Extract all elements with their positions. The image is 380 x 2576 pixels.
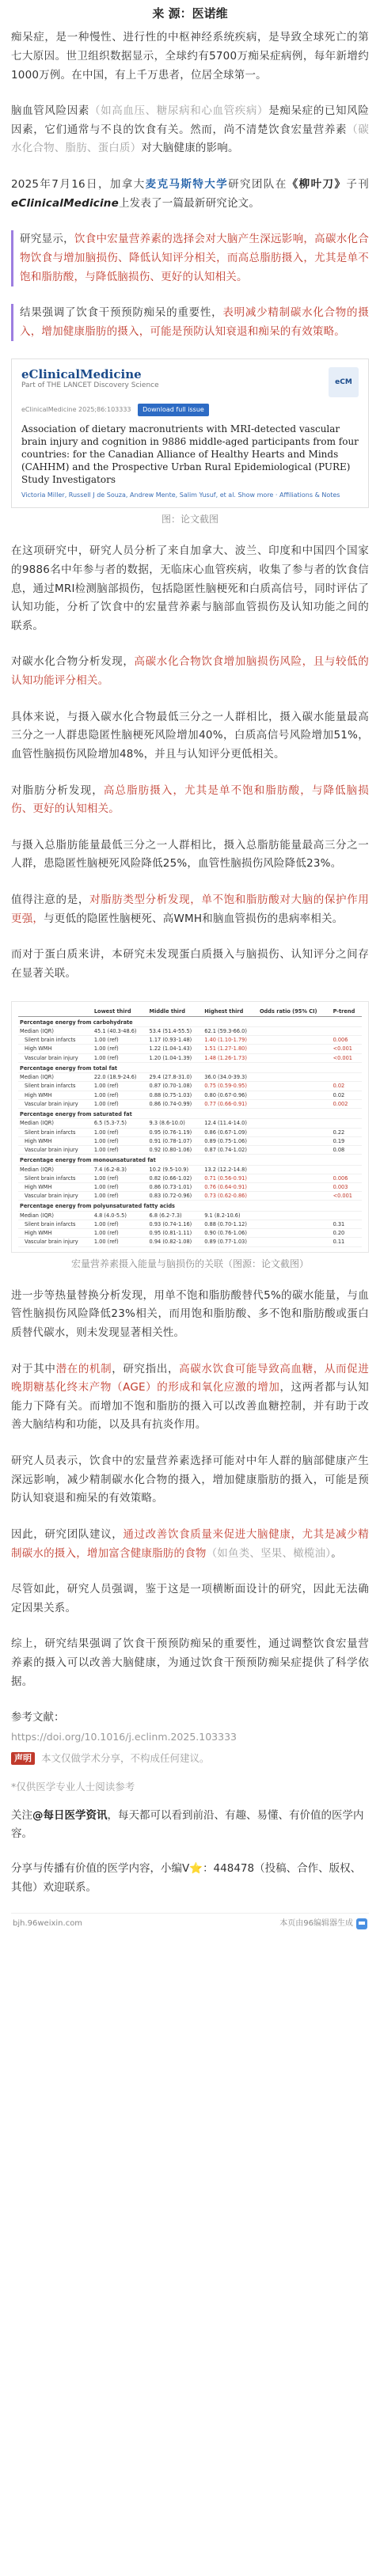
table-row bbox=[18, 1027, 362, 1036]
table-cell bbox=[258, 1099, 332, 1108]
paper-journal: eClinicalMedicine bbox=[21, 367, 142, 382]
table-row bbox=[18, 1136, 362, 1145]
paper-journal-sub: Part of THE LANCET Discovery Science bbox=[21, 381, 159, 390]
table-cell: Vascular brain injury bbox=[18, 1238, 93, 1246]
table-cell: 1.51 (1.27-1.80) bbox=[203, 1045, 258, 1053]
table-cell: Silent brain infarcts bbox=[18, 1082, 93, 1091]
paper-authors[interactable]: Victoria Miller, Russell J de Souza, Andrew Mente, Salim Yusuf, et al. Show more · Affiliations & Notes bbox=[21, 491, 340, 499]
table-cell: 45.1 (40.3-48.6) bbox=[93, 1027, 148, 1036]
table-cell: Median (IQR) bbox=[18, 1073, 93, 1082]
table-cell: 0.80 (0.67-0.96) bbox=[203, 1091, 258, 1099]
table-cell: High WMH bbox=[18, 1229, 93, 1238]
account-name[interactable]: @每日医学资讯 bbox=[32, 1808, 108, 1822]
results-table bbox=[18, 1007, 362, 1247]
table-cell bbox=[258, 1165, 332, 1174]
table-cell: High WMH bbox=[18, 1045, 93, 1053]
table-cell: 1.48 (1.26-1.73) bbox=[203, 1053, 258, 1062]
table-cell: <0.001 bbox=[332, 1192, 362, 1201]
table-cell bbox=[332, 1073, 362, 1082]
table-cell: 0.71 (0.56-0.91) bbox=[203, 1174, 258, 1182]
table-cell: 0.91 (0.78-1.07) bbox=[148, 1136, 203, 1145]
table-header-row bbox=[18, 1007, 362, 1017]
table-section-label: Percentage energy from monounsaturated fat bbox=[18, 1155, 362, 1165]
table-row bbox=[18, 1045, 362, 1053]
table-cell bbox=[258, 1027, 332, 1036]
table-cell: Median (IQR) bbox=[18, 1027, 93, 1036]
table-section-label: Percentage energy from carbohydrate bbox=[18, 1016, 362, 1026]
table-cell bbox=[258, 1229, 332, 1238]
table-cell: 9.3 (8.6-10.0) bbox=[148, 1119, 203, 1128]
table-cell: Silent brain infarcts bbox=[18, 1036, 93, 1045]
table-cell: 1.00 (ref) bbox=[93, 1174, 148, 1182]
table-cell bbox=[258, 1073, 332, 1082]
table-cell: Vascular brain injury bbox=[18, 1099, 93, 1108]
declaration-text: 本文仅做学术分享，不构成任何建议。 bbox=[41, 1751, 210, 1764]
table-cell: 9.1 (8.2-10.6) bbox=[203, 1211, 258, 1220]
table-cell: 0.20 bbox=[332, 1229, 362, 1238]
table-cell: 1.00 (ref) bbox=[93, 1238, 148, 1246]
table-cell: 0.22 bbox=[332, 1128, 362, 1136]
table-cell bbox=[258, 1036, 332, 1045]
table-cell: 1.17 (0.93-1.48) bbox=[148, 1036, 203, 1045]
table-cell: Silent brain infarcts bbox=[18, 1220, 93, 1228]
journal-logo-icon: eCM bbox=[329, 367, 359, 397]
table-cell bbox=[258, 1045, 332, 1053]
table-row bbox=[18, 1146, 362, 1155]
table-cell: 0.83 (0.72-0.96) bbox=[148, 1192, 203, 1201]
table-cell: 0.11 bbox=[332, 1238, 362, 1246]
table-cell bbox=[332, 1027, 362, 1036]
table-cell: 0.89 (0.77-1.03) bbox=[203, 1238, 258, 1246]
table-cell: 1.00 (ref) bbox=[93, 1099, 148, 1108]
table-cell: High WMH bbox=[18, 1136, 93, 1145]
star-icon: ⭐ bbox=[189, 1861, 203, 1875]
paragraph-mechanism: 对于其中潜在的机制，研究指出，高碳水饮食可能导致高血糖，从而促进晚期糖基化终末产物（AGE）的形成和氧化应激的增加，这两者都与认知能力下降有关。而增加不饱和脂肪的摄入可以改善血糖控制，并有助于改善大脑结构和功能，以及具有抗炎作用。 bbox=[11, 1362, 370, 1432]
table-cell: 1.00 (ref) bbox=[93, 1229, 148, 1238]
table-cell: 0.02 bbox=[332, 1091, 362, 1099]
table-cell bbox=[258, 1082, 332, 1091]
paragraph-mufa: 值得注意的是，对脂肪类型分析发现，单不饱和脂肪酸对大脑的保护作用更强，与更低的隐匿性脑梗死、高WMH和脑血管损伤的患病率相关。 bbox=[11, 893, 370, 925]
table-cell: 1.22 (1.04-1.43) bbox=[148, 1045, 203, 1053]
table-cell: 1.00 (ref) bbox=[93, 1091, 148, 1099]
table-cell: Median (IQR) bbox=[18, 1211, 93, 1220]
table-cell: 0.77 (0.66-0.91) bbox=[203, 1099, 258, 1108]
table-cell bbox=[258, 1211, 332, 1220]
table-cell: 0.89 (0.75-1.06) bbox=[203, 1136, 258, 1145]
table-cell: 1.00 (ref) bbox=[93, 1053, 148, 1062]
table-cell: 0.006 bbox=[332, 1036, 362, 1045]
table-row bbox=[18, 1016, 362, 1026]
table-row bbox=[18, 1099, 362, 1108]
paragraph-carb-findings: 对碳水化合物分析发现，高碳水化合物饮食增加脑损伤风险，且与较低的认知功能评分相关。 bbox=[11, 655, 370, 688]
table-cell: 0.86 (0.73-1.01) bbox=[148, 1183, 203, 1192]
table-row bbox=[18, 1229, 362, 1238]
table-row bbox=[18, 1073, 362, 1082]
table-section-label: Percentage energy from total fat bbox=[18, 1062, 362, 1072]
table-cell: 0.76 (0.64-0.91) bbox=[203, 1183, 258, 1192]
table-cell bbox=[258, 1091, 332, 1099]
paragraph-substitution: 进一步等热量替换分析发现，用单不饱和脂肪酸替代5%的碳水能量，与血管性脑损伤风险降低23%相关，而用饱和脂肪酸、多不饱和脂肪酸或蛋白质替代碳水，则未发现显著相关性。 bbox=[11, 1288, 369, 1339]
table-cell: 1.00 (ref) bbox=[93, 1045, 148, 1053]
results-table-figure bbox=[11, 1001, 369, 1253]
table-cell bbox=[258, 1053, 332, 1062]
table-cell: 4.8 (4.0-5.5) bbox=[93, 1211, 148, 1220]
table-cell bbox=[258, 1136, 332, 1145]
university-name: 麦克马斯特大学 bbox=[145, 178, 229, 191]
table-cell: Vascular brain injury bbox=[18, 1053, 93, 1062]
table-cell: 1.00 (ref) bbox=[93, 1146, 148, 1155]
table-cell: 0.92 (0.80-1.06) bbox=[148, 1146, 203, 1155]
table-row bbox=[18, 1174, 362, 1182]
table-cell: 22.0 (18.9-24.6) bbox=[93, 1073, 148, 1082]
table-cell bbox=[258, 1220, 332, 1228]
table-cell: High WMH bbox=[18, 1183, 93, 1192]
table-cell: Silent brain infarcts bbox=[18, 1174, 93, 1182]
table-cell bbox=[258, 1192, 332, 1201]
table-cell: 0.95 (0.81-1.11) bbox=[148, 1229, 203, 1238]
share-paragraph: 分享与传播有价值的医学内容，小编V⭐：448478（投稿、合作、版权、其他）欢迎联系。 bbox=[11, 1861, 362, 1894]
table-row bbox=[18, 1082, 362, 1091]
editor-robot-icon bbox=[356, 1918, 367, 1929]
table-cell: 0.19 bbox=[332, 1136, 362, 1145]
table-cell: 0.08 bbox=[332, 1146, 362, 1155]
paper-screenshot bbox=[11, 359, 369, 508]
table-cell: 0.95 (0.76-1.19) bbox=[148, 1128, 203, 1136]
download-button[interactable]: Download full issue bbox=[138, 404, 209, 415]
table-header-cell: Lowest third bbox=[93, 1007, 148, 1017]
table-cell: Vascular brain injury bbox=[18, 1192, 93, 1201]
table-cell: 62.1 (59.3-66.0) bbox=[203, 1027, 258, 1036]
table-row bbox=[18, 1128, 362, 1136]
table-cell: 0.93 (0.74-1.16) bbox=[148, 1220, 203, 1228]
figure-caption-paper: 图：论文截图 bbox=[161, 514, 218, 525]
paragraph-findings-summary: 研究显示，饮食中宏量营养素的选择会对大脑产生深远影响，高碳水化合物饮食与增加脑损伤、降低认知评分相关，而高总脂肪摄入，尤其是单不饱和脂肪酸，与降低脑损伤、更好的认知相关。 bbox=[11, 230, 369, 286]
article-source: 来 源：医诺维 bbox=[152, 6, 228, 21]
table-cell bbox=[332, 1119, 362, 1128]
table-cell: 0.003 bbox=[332, 1183, 362, 1192]
table-row bbox=[18, 1165, 362, 1174]
follow-paragraph: 关注@每日医学资讯，每天都可以看到前沿、有趣、易懂、有价值的医学内容。 bbox=[11, 1808, 364, 1841]
table-cell: Median (IQR) bbox=[18, 1165, 93, 1174]
table-cell: 0.86 (0.67-1.09) bbox=[203, 1128, 258, 1136]
table-cell: 1.00 (ref) bbox=[93, 1036, 148, 1045]
table-cell: 0.87 (0.70-1.08) bbox=[148, 1082, 203, 1091]
table-section-label: Percentage energy from polyunsaturated fatty acids bbox=[18, 1201, 362, 1211]
paper-title: Association of dietary macronutrients with MRI-detected vascular brain injury and cognition in 9886 middle-aged participants from four countries: for the Canadian Alliance of Healthy Hearts and Minds (CAHHM) and the Prospective Urban Rural Epidemiological (PURE) Study Investigators bbox=[21, 423, 359, 486]
table-cell: 1.00 (ref) bbox=[93, 1220, 148, 1228]
table-cell: 1.00 (ref) bbox=[93, 1128, 148, 1136]
table-row bbox=[18, 1201, 362, 1211]
table-cell: 1.00 (ref) bbox=[93, 1082, 148, 1091]
table-cell: <0.001 bbox=[332, 1053, 362, 1062]
paragraph-intro: 痴呆症，是一种慢性、进行性的中枢神经系统疾病，是导致全球死亡的第七大原因。世卫组织数据显示，全球约有5700万痴呆症病例，每年新增约1000万例。在中国，有上千万患者，位居全球第一。 bbox=[11, 31, 369, 82]
table-cell: 0.31 bbox=[332, 1220, 362, 1228]
editor-note: 本页由96编辑器生成 bbox=[279, 1919, 353, 1929]
journal-name: 《柳叶刀》 bbox=[287, 178, 347, 191]
table-cell: 6.5 (5.3-7.5) bbox=[93, 1119, 148, 1128]
bottom-bar bbox=[11, 1913, 369, 1931]
paragraph-publication: 2025年7月16日，加拿大麦克马斯特大学研究团队在《柳叶刀》子刊eClinicalMedicine上发表了一篇最新研究论文。 bbox=[11, 178, 369, 210]
table-cell: 1.20 (1.04-1.39) bbox=[148, 1053, 203, 1062]
table-cell: 0.006 bbox=[332, 1174, 362, 1182]
table-cell: 13.2 (12.2-14.8) bbox=[203, 1165, 258, 1174]
paragraph-carb-details: 具体来说，与摄入碳水化合物最低三分之一人群相比，摄入碳水能量最高三分之一人群患隐匿性脑梗死风险增加40%，白质高信号风险增加51%，血管性脑损伤风险增加48%，并且与认知评分更低相关。 bbox=[11, 710, 369, 761]
table-row bbox=[18, 1192, 362, 1201]
table-header-cell: Odds ratio (95% CI) bbox=[258, 1007, 332, 1017]
table-cell bbox=[332, 1211, 362, 1220]
declaration bbox=[11, 1750, 369, 1767]
paragraph-risk-factors: 脑血管风险因素（如高血压、糖尿病和心血管疾病）是痴呆症的已知风险因素，它们通常与不良的饮食有关。然而，尚不清楚饮食宏量营养素（碳水化合物、脂肪、蛋白质）对大脑健康的影响。 bbox=[11, 104, 369, 155]
table-cell: 1.40 (1.10-1.79) bbox=[203, 1036, 258, 1045]
table-row bbox=[18, 1036, 362, 1045]
table-cell: Silent brain infarcts bbox=[18, 1128, 93, 1136]
table-cell: 0.02 bbox=[332, 1082, 362, 1091]
paragraph-recommendation: 因此，研究团队建议，通过改善饮食质量来促进大脑健康，尤其是减少精制碳水的摄入，增加富含健康脂肪的食物（如鱼类、坚果、橄榄油）。 bbox=[11, 1527, 369, 1560]
table-header-cell bbox=[18, 1007, 93, 1017]
references bbox=[11, 1709, 369, 1745]
table-cell: <0.001 bbox=[332, 1045, 362, 1053]
table-cell: 29.4 (27.8-31.0) bbox=[148, 1073, 203, 1082]
table-cell: 0.86 (0.74-0.99) bbox=[148, 1099, 203, 1108]
table-cell: 7.4 (6.2-8.3) bbox=[93, 1165, 148, 1174]
table-section-label: Percentage energy from saturated fat bbox=[18, 1109, 362, 1119]
table-cell bbox=[258, 1146, 332, 1155]
table-cell bbox=[258, 1183, 332, 1192]
paragraph-final: 综上，研究结果强调了饮食干预预防痴呆的重要性，通过调整饮食宏量营养素的摄入可以改善大脑健康，为通过饮食干预预防痴呆症提供了科学依据。 bbox=[11, 1637, 369, 1688]
table-cell: High WMH bbox=[18, 1091, 93, 1099]
table-row bbox=[18, 1091, 362, 1099]
table-header-cell: Middle third bbox=[148, 1007, 203, 1017]
audience-note: *仅供医学专业人士阅读参考 bbox=[11, 1780, 135, 1793]
table-cell: 1.00 (ref) bbox=[93, 1192, 148, 1201]
table-cell: Vascular brain injury bbox=[18, 1146, 93, 1155]
table-row bbox=[18, 1183, 362, 1192]
table-cell: Median (IQR) bbox=[18, 1119, 93, 1128]
table-cell bbox=[258, 1174, 332, 1182]
paragraph-fat-details: 与摄入总脂肪能量最低三分之一人群相比，摄入总脂肪能量最高三分之一人群，患隐匿性脑梗死风险降低25%，血管性脑损伤风险降低23%。 bbox=[11, 838, 369, 871]
table-cell: 53.4 (51.4-55.5) bbox=[148, 1027, 203, 1036]
site-watermark: bjh.96weixin.com bbox=[13, 1919, 83, 1929]
table-cell: 0.87 (0.74-1.02) bbox=[203, 1146, 258, 1155]
table-row bbox=[18, 1109, 362, 1119]
table-cell: 12.4 (11.4-14.0) bbox=[203, 1119, 258, 1128]
table-cell: 0.82 (0.66-1.02) bbox=[148, 1174, 203, 1182]
paragraph-limitation: 尽管如此，研究人员强调，鉴于这是一项横断面设计的研究，因此无法确定因果关系。 bbox=[11, 1583, 369, 1614]
paragraph-researcher-view: 研究人员表示，饮食中的宏量营养素选择可能对中年人群的脑部健康产生深远影响，减少精制碳水化合物的摄入，增加健康脂肪的摄入，可能是预防认知衰退和痴呆的有效策略。 bbox=[11, 1455, 369, 1505]
table-header-cell: P-trend bbox=[332, 1007, 362, 1017]
table-cell: 0.75 (0.59-0.95) bbox=[203, 1082, 258, 1091]
table-cell: 0.90 (0.76-1.06) bbox=[203, 1229, 258, 1238]
paragraph-study-design: 在这项研究中，研究人员分析了来自加拿大、波兰、印度和中国四个国家的9886名中年参与者的数据，无临床心血管疾病，收集了参与者的饮食信息，通过MRI检测脑部损伤，包括隐匿性脑梗死和白质高信号，同时评估了认知功能，分析了饮食中的宏量营养素与脑部血管损伤及认知功能之间的联系。 bbox=[11, 544, 369, 632]
table-row bbox=[18, 1119, 362, 1128]
table-cell: 0.002 bbox=[332, 1099, 362, 1108]
table-cell: 0.88 (0.70-1.12) bbox=[203, 1220, 258, 1228]
table-row bbox=[18, 1062, 362, 1072]
paper-meta: eClinicalMedicine 2025;86:103333 bbox=[21, 406, 131, 414]
table-cell: 6.8 (6.2-7.3) bbox=[148, 1211, 203, 1220]
table-cell: 0.94 (0.82-1.08) bbox=[148, 1238, 203, 1246]
paragraph-protein: 而对于蛋白质来讲，本研究未发现蛋白质摄入与脑损伤、认知评分之间存在显著关联。 bbox=[11, 948, 369, 980]
table-cell bbox=[258, 1238, 332, 1246]
reference-link[interactable]: https://doi.org/10.1016/j.eclinm.2025.103333 bbox=[11, 1730, 237, 1743]
references-label: 参考文献： bbox=[11, 1711, 65, 1724]
table-cell: 0.88 (0.75-1.03) bbox=[148, 1091, 203, 1099]
paragraph-conclusion-summary: 结果强调了饮食干预预防痴呆的重要性，表明减少精制碳水化合物的摄入，增加健康脂肪的摄入，可能是预防认知衰退和痴呆的有效策略。 bbox=[11, 304, 369, 341]
table-row bbox=[18, 1053, 362, 1062]
table-row bbox=[18, 1220, 362, 1228]
table-cell: 1.00 (ref) bbox=[93, 1183, 148, 1192]
figure-caption-table: 宏量营养素摄入能量与脑损伤的关联（图源：论文截图） bbox=[70, 1258, 309, 1269]
table-row bbox=[18, 1155, 362, 1165]
table-row bbox=[18, 1211, 362, 1220]
paragraph-fat-findings: 对脂肪分析发现，高总脂肪摄入，尤其是单不饱和脂肪酸，与降低脑损伤、更好的认知相关。 bbox=[11, 783, 369, 816]
table-cell bbox=[258, 1119, 332, 1128]
table-cell bbox=[332, 1165, 362, 1174]
table-cell: 36.0 (34.0-39.3) bbox=[203, 1073, 258, 1082]
table-cell: 1.00 (ref) bbox=[93, 1136, 148, 1145]
table-cell: 0.73 (0.62-0.86) bbox=[203, 1192, 258, 1201]
table-header-cell: Highest third bbox=[203, 1007, 258, 1017]
declaration-tag: 声明 bbox=[11, 1752, 35, 1766]
table-cell bbox=[258, 1128, 332, 1136]
table-cell: 10.2 (9.5-10.9) bbox=[148, 1165, 203, 1174]
table-row bbox=[18, 1238, 362, 1246]
